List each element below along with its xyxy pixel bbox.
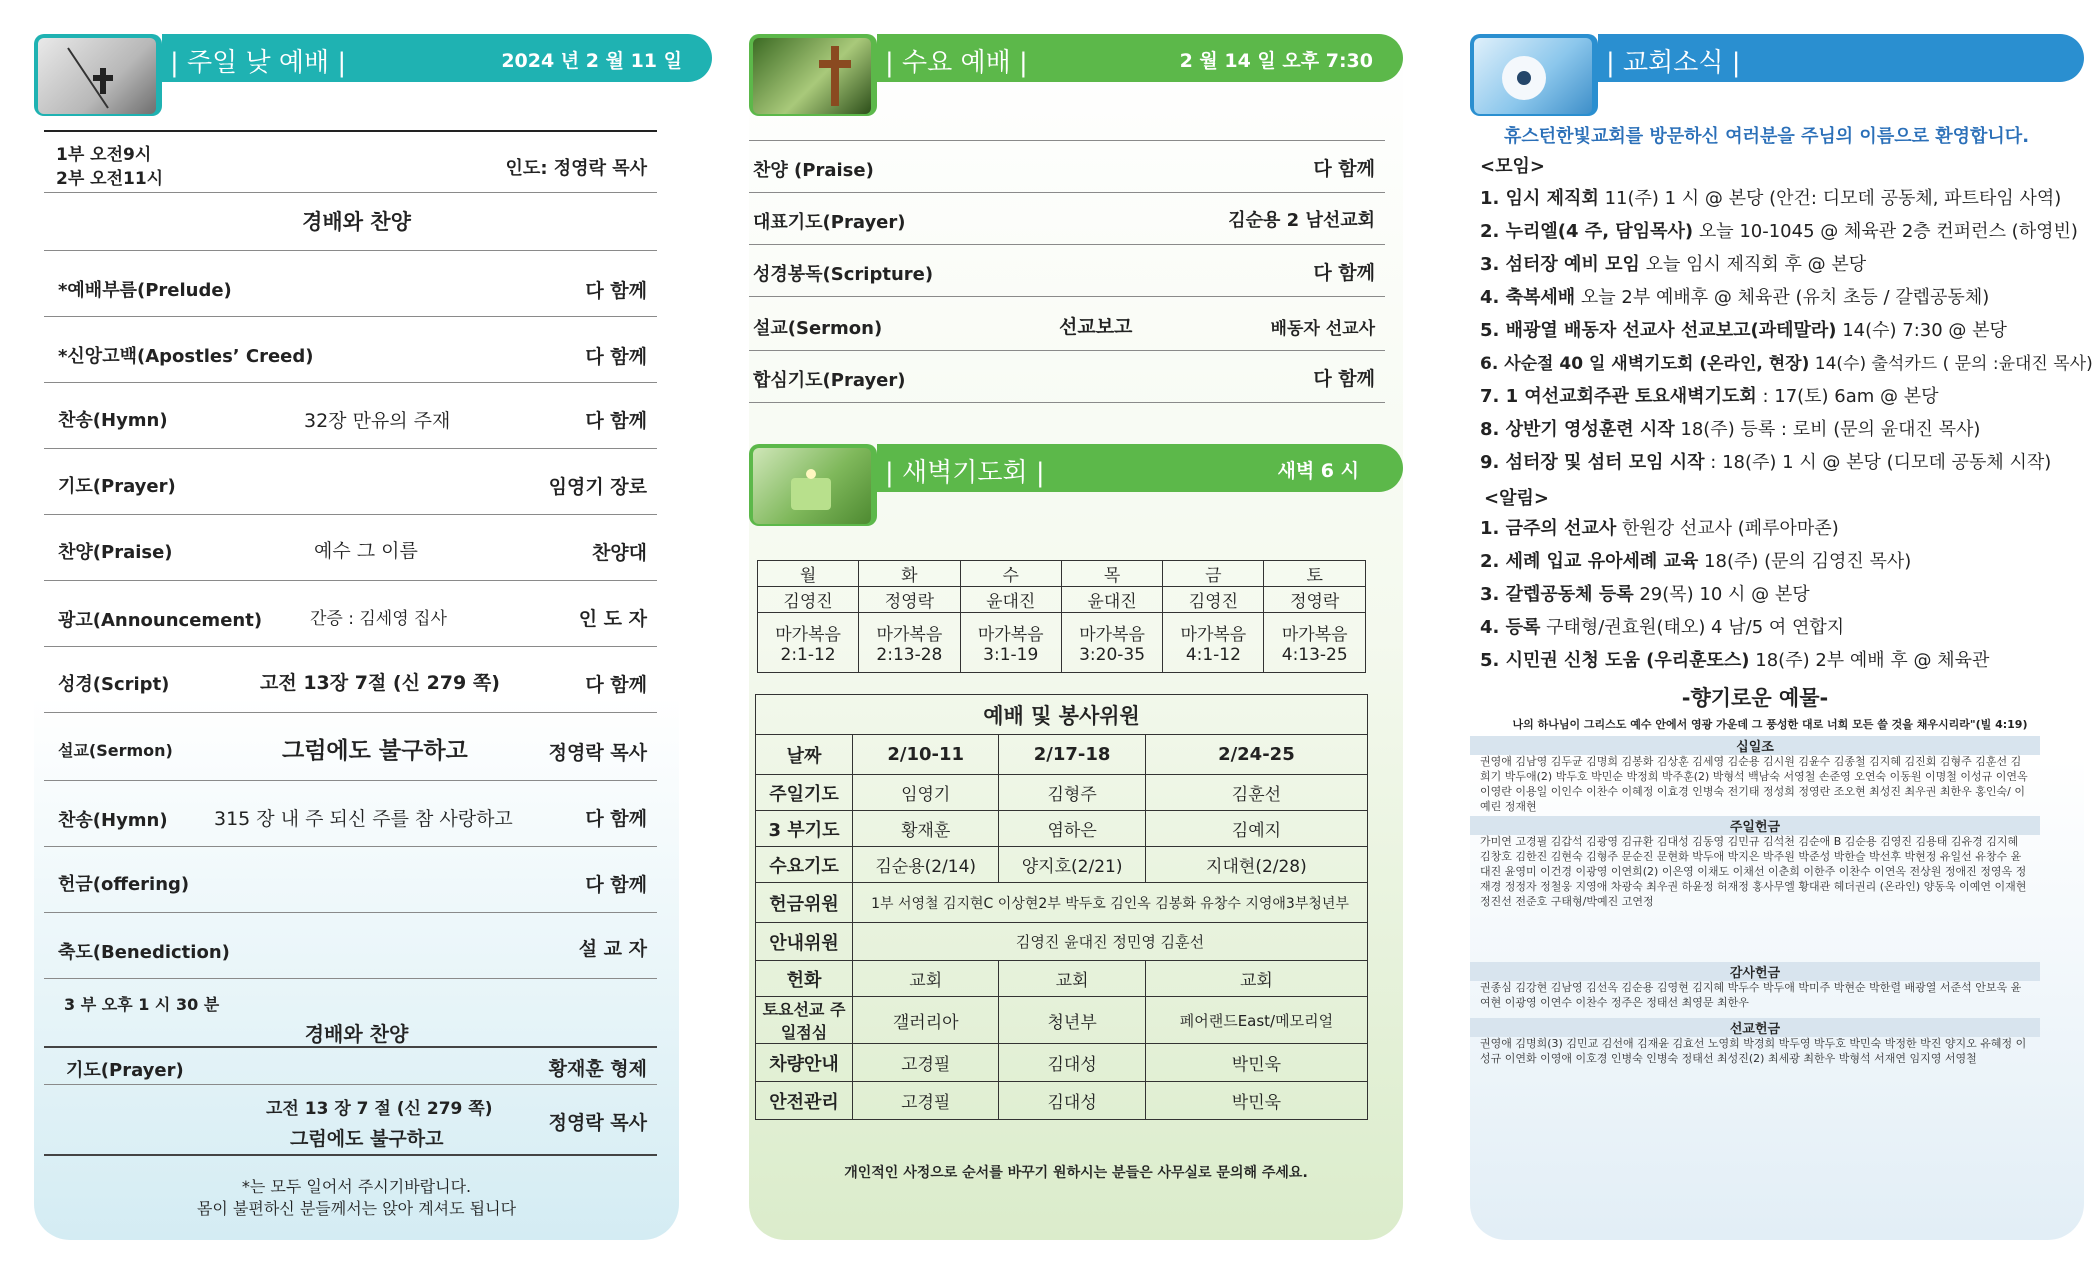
day-cell: 금	[1163, 561, 1264, 587]
header-cell: 2/24-25	[1145, 735, 1367, 775]
order-label: 합심기도(Prayer)	[753, 370, 906, 391]
donor-list: 권영애 김남영 김두균 김명희 김봉화 김상훈 김세영 김순용 김시원 김윤수 김종철 김지혜 김진회 김형주 김훈선 김희기 박두애(2) 박두호 박민순 박정희 박주훈(2) 박형석 백남숙 서영철 손준영 오연숙 이동원 이명철 이성규 이연옥 이영란 이용일 이인수 이찬수 이혜정 이효경 인병숙 전기태 정성희 정영란 조오현 최성진 최우권 최한우 홍인숙/ 이예린 정재현	[1480, 755, 2028, 813]
wooden-cross-image	[753, 38, 871, 114]
meeting-title: 6. 사순절 40 일 새벽기도회 (온라인, 현장)	[1480, 354, 1810, 374]
scripture-cell	[859, 613, 961, 673]
order-leader: 찬양대	[591, 542, 647, 564]
order-label: 찬송(Hymn)	[58, 810, 168, 831]
meeting-item	[1480, 448, 2051, 474]
sunday-header-bar	[162, 34, 712, 82]
order-detail: 32장 만유의 주재	[304, 410, 451, 432]
role-cell: 안전관리	[756, 1082, 853, 1120]
meeting-title: 2. 누리엘(4 주, 담임목사)	[1480, 221, 1694, 242]
name-cell: 교회	[853, 961, 999, 997]
order-leader: 다 함께	[1313, 368, 1375, 390]
meeting-detail: 오늘 임시 제직회 후 @ 본당	[1639, 254, 1867, 275]
volunteer-title: 예배 및 봉사위원	[756, 695, 1368, 735]
guide-team: 김영진 윤대진 정민영 김훈선	[853, 923, 1368, 961]
donor-list: 가미연 고경필 김갑석 김광영 김규환 김대성 김동영 김민규 김석천 김순애 B 김순용 김영진 김용태 김유경 김지혜 김창호 김한진 김현숙 김형주 문순진 문현화 박두애 박지은 박주원 박준성 박한슬 박선후 박현정 유일선 유창수 윤대진 윤영미 이건경 이광영 이연희(2) 이은영 이채도 이채선 이춘희 이한주 이찬수 이연옥 전상원 정애진 정영옥 정재경 정정자 정철웅 지영애 차광숙 최우권 하윤정 허재정 홍사무엘 황대관 헤더권리 (온라인) 양동욱 이예연 이재현 정진선 전준호 구태형/박예진 고연정	[1480, 835, 2027, 908]
wednesday-panel	[749, 34, 1403, 1240]
order-label: 축도(Benediction)	[58, 942, 230, 963]
offering-title: -향기로운 예물-	[1681, 686, 1829, 710]
order-row	[44, 782, 657, 847]
dawn-schedule-table	[757, 560, 1366, 673]
sunday-date: 2024 년 2 월 11 일	[501, 50, 682, 72]
donor-list: 권영애 김명희(3) 김민교 김선애 김재윤 김효선 노영희 박경희 박두영 박두호 박민숙 박정한 박진 양지오 유혜정 이성규 이연화 이영애 이호경 인병숙 인병숙 정태선 최성진(2) 최세광 최한우 박형석 서재연 임지영 서영철	[1480, 1037, 2027, 1065]
order-leader: 다 함께	[585, 674, 647, 696]
role-cell: 헌화	[756, 961, 853, 997]
order-leader: 임영기 장로	[548, 476, 647, 498]
leader-cell: 윤대진	[1061, 587, 1163, 613]
order-leader: 인 도 자	[578, 608, 647, 630]
name-cell: 임영기	[853, 775, 999, 811]
passage: 2:13-28	[876, 645, 943, 665]
role-cell: 3 부기도	[756, 811, 853, 847]
name-cell: 교회	[1145, 961, 1367, 997]
meeting-detail: 11(주) 1 시 @ 본당 (안건: 디모데 공동체, 파트타임 사역)	[1598, 188, 2062, 209]
notice-item	[1480, 646, 1989, 672]
name-cell: 황재훈	[853, 811, 999, 847]
passage: 4:13-25	[1281, 645, 1348, 665]
name-cell: 김대성	[999, 1044, 1145, 1082]
church-news-panel	[1470, 34, 2093, 1240]
offering-team: 1부 서영철 김지현C 이상현2부 박두호 김인옥 김봉화 유창수 지영애3부청년부	[853, 883, 1368, 923]
meeting-item	[1480, 283, 1989, 309]
sermon-title: 그럼에도 불구하고	[282, 738, 468, 764]
order-row	[749, 194, 1385, 245]
standing-note: *는 모두 일어서 주시기바랍니다.	[241, 1177, 472, 1196]
day-cell: 토	[1264, 561, 1366, 587]
passage: 3:1-19	[983, 645, 1039, 665]
wednesday-date: 2 월 14 일 오후 7:30	[1179, 50, 1373, 72]
order-label: 찬송(Hymn)	[58, 410, 168, 431]
order-row	[44, 714, 657, 781]
meeting-item	[1480, 217, 2078, 243]
passage: 2:1-12	[780, 645, 836, 665]
name-cell: 박민욱	[1145, 1082, 1367, 1120]
meeting-item	[1480, 250, 1866, 276]
scripture-cell	[1061, 613, 1163, 673]
news-title: | 교회소식 |	[1606, 48, 1741, 78]
order-row	[749, 246, 1385, 297]
candle-image	[753, 448, 871, 524]
leader-cell: 정영락	[1264, 587, 1366, 613]
order-row	[44, 582, 657, 647]
order-leader: 다 함께	[585, 808, 647, 830]
notice-item	[1480, 547, 1911, 573]
sunday-service-panel	[34, 34, 682, 1240]
list-heading: 십일조	[1470, 736, 2040, 755]
order-row	[44, 848, 657, 913]
order-label: 기도(Prayer)	[58, 476, 176, 497]
name-cell: 김예지	[1145, 811, 1367, 847]
notice-detail: 한원강 선교사 (페루아마존)	[1616, 518, 1839, 539]
notices-heading: <알림>	[1484, 488, 1549, 509]
day-cell: 수	[960, 561, 1061, 587]
order-row	[44, 516, 657, 581]
order-label: 설교(Sermon)	[753, 318, 883, 339]
bible-verse: 나의 하나님이 그리스도 예수 안에서 영광 가운데 그 풍성한 대로 너희 모든 쓸 것을 채우시리라"(빌 4:19)	[1512, 718, 2028, 731]
meeting-item	[1480, 415, 1980, 441]
meeting-title: 4. 축복세배	[1480, 287, 1576, 308]
order-row	[749, 298, 1385, 351]
leader-cell: 김영진	[1163, 587, 1264, 613]
order-row	[749, 142, 1385, 193]
name-cell: 고경필	[853, 1044, 999, 1082]
order-label: 설교(Sermon)	[58, 741, 173, 760]
meeting-title: 3. 섬터장 예비 모임	[1480, 254, 1640, 275]
scripture-cell	[1163, 613, 1264, 673]
meeting-detail: 18(주) 등록 : 로비 (문의 윤대진 목사)	[1674, 419, 1981, 440]
role-cell: 안내위원	[756, 923, 853, 961]
dawn-time: 새벽 6 시	[1277, 460, 1359, 482]
divider	[44, 130, 657, 132]
name-cell: 양지호(2/21)	[999, 847, 1145, 883]
notice-detail: 구태형/권효원(태오) 4 남/5 여 연합지	[1540, 617, 1845, 638]
role-cell: 수요기도	[756, 847, 853, 883]
order-detail: 315 장 내 주 되신 주를 참 사랑하고	[214, 808, 513, 830]
order-row	[44, 384, 657, 449]
order-row	[44, 252, 657, 317]
header-cell: 2/17-18	[999, 735, 1145, 775]
donor-list: 권종심 김강현 김남영 김선옥 김순용 김영현 김지혜 박두수 박두애 박미주 박현순 박한렬 배광열 서준석 안보욱 윤여현 이광영 이연수 이찬수 정주은 정태선 최영문 최한우	[1480, 981, 2022, 1009]
meeting-detail: 오늘 10-1045 @ 체육관 2층 컨퍼런스 (하영빈)	[1693, 221, 2078, 242]
notice-detail: 18(주) (문의 김영진 목사)	[1698, 551, 1912, 572]
role-cell: 토요선교 주일점심	[756, 997, 853, 1044]
order-label: 대표기도(Prayer)	[753, 212, 906, 233]
scripture-cell	[960, 613, 1061, 673]
name-cell: 갤러리아	[853, 997, 999, 1044]
news-header-bar	[1598, 34, 2084, 82]
role-cell: 헌금위원	[756, 883, 853, 923]
scripture-cell	[1264, 613, 1366, 673]
order-label: 헌금(offering)	[58, 874, 190, 895]
notice-item	[1480, 514, 1839, 540]
divider	[44, 192, 657, 193]
service-time-3: 3 부 오후 1 시 30 분	[64, 995, 220, 1014]
notice-title: 2. 세례 입교 유아세례 교육	[1480, 551, 1699, 572]
notice-title: 1. 금주의 선교사	[1480, 518, 1617, 539]
role-cell: 주일기도	[756, 775, 853, 811]
name-cell: 김대성	[999, 1082, 1145, 1120]
sunday-title: | 주일 낮 예배 |	[170, 48, 347, 78]
wednesday-header-bar	[877, 34, 1403, 82]
book-name: 마가복음	[775, 625, 841, 645]
order-label: 찬양(Praise)	[58, 542, 173, 563]
meeting-item	[1480, 349, 2093, 374]
volunteer-table	[755, 694, 1368, 1120]
role-cell: 차량안내	[756, 1044, 853, 1082]
name-cell: 교회	[999, 961, 1145, 997]
day-cell: 월	[758, 561, 859, 587]
notice-detail: 29(목) 10 시 @ 본당	[1633, 584, 1810, 605]
book-name: 마가복음	[1079, 625, 1145, 645]
order-leader: 정영락 목사	[548, 742, 647, 764]
dawn-title: | 새벽기도회 |	[885, 458, 1045, 488]
meeting-detail: 오늘 2부 예배후 @ 체육관 (유치 초등 / 갈렙공동체)	[1575, 287, 1990, 308]
notice-title: 3. 갈렙공동체 등록	[1480, 584, 1634, 605]
day-cell: 화	[859, 561, 961, 587]
order-label: *예배부름(Prelude)	[58, 280, 232, 301]
dawn-header-bar	[877, 444, 1403, 492]
order-leader: 배동자 선교사	[1270, 319, 1375, 339]
meeting-title: 7. 1 여선교회주관 토요새벽기도회	[1480, 386, 1757, 407]
order-row	[44, 450, 657, 515]
order-label: 성경(Script)	[58, 674, 170, 695]
book-name: 마가복음	[977, 625, 1044, 645]
meeting-detail: 14(수) 출석카드 ( 문의 :윤대진 목사)	[1809, 354, 2093, 374]
order-row	[749, 352, 1385, 403]
order-leader: 설 교 자	[578, 938, 647, 960]
list-heading: 선교헌금	[1470, 1018, 2040, 1037]
notice-title: 5. 시민권 신청 도움 (우리훈또스)	[1480, 650, 1750, 671]
flower-image	[1474, 38, 1592, 114]
leader-cell: 김영진	[758, 587, 859, 613]
meeting-item	[1480, 316, 2007, 342]
meeting-title: 5. 배광열 배동자 선교사 선교보고(과테말라)	[1480, 320, 1837, 341]
meeting-item	[1480, 184, 2061, 210]
service-time-1: 1부 오전9시	[56, 145, 152, 165]
book-name: 마가복음	[1180, 625, 1247, 645]
order-label: 찬양 (Praise)	[753, 160, 874, 181]
notice-item	[1480, 613, 1844, 639]
notice-detail: 18(주) 2부 예배 후 @ 체육관	[1749, 650, 1990, 671]
sitting-note: 몸이 불편하신 분들께서는 앉아 계셔도 됩니다	[196, 1199, 517, 1218]
order-leader: 다 함께	[1313, 262, 1375, 284]
divider	[749, 140, 1385, 141]
notice-title: 4. 등록	[1480, 617, 1541, 638]
book-name: 마가복음	[1281, 625, 1348, 645]
meeting-title: 9. 섬터장 및 섬터 모임 시작	[1480, 452, 1705, 473]
name-cell: 지대현(2/28)	[1145, 847, 1367, 883]
order-detail: 고전 13장 7절 (신 279 쪽)	[260, 672, 500, 694]
order-leader: 황재훈 형제	[548, 1058, 647, 1080]
meeting-detail: : 18(주) 1 시 @ 본당 (디모데 공동체 시작)	[1704, 452, 2052, 473]
order-detail: 간증 : 김세영 집사	[310, 609, 447, 629]
passage: 3:20-35	[1079, 645, 1146, 665]
meeting-detail: 14(수) 7:30 @ 본당	[1836, 320, 2007, 341]
order-leader: 다 함께	[585, 346, 647, 368]
scripture-cell	[758, 613, 859, 673]
name-cell: 김훈선	[1145, 775, 1367, 811]
order-detail: 예수 그 이름	[314, 540, 418, 562]
divider	[44, 250, 657, 251]
list-heading: 감사헌금	[1470, 962, 2040, 981]
order-row	[44, 1048, 657, 1085]
name-cell: 김형주	[999, 775, 1145, 811]
meeting-title: 8. 상반기 영성훈련 시작	[1480, 419, 1675, 440]
order-leader: 다 함께	[585, 874, 647, 896]
name-cell: 페어랜드East/메모리얼	[1145, 997, 1367, 1044]
order-leader: 김순용 2 남선교회	[1228, 210, 1375, 231]
schedule-change-note: 개인적인 사정으로 순서를 바꾸기 원하시는 분들은 사무실로 문의해 주세요.	[844, 1165, 1308, 1181]
scripture: 고전 13 장 7 절 (신 279 쪽)	[266, 1099, 493, 1119]
welcome-message: 휴스턴한빛교회를 방문하신 여러분을 주님의 이름으로 환영합니다.	[1504, 126, 2030, 147]
header-cell: 2/10-11	[853, 735, 999, 775]
list-heading: 주일헌금	[1470, 816, 2040, 835]
header-cell: 날짜	[756, 735, 853, 775]
wednesday-title: | 수요 예배 |	[885, 48, 1028, 78]
cross-bible-image	[38, 38, 156, 114]
order-leader: 다 함께	[585, 410, 647, 432]
name-cell: 염하은	[999, 811, 1145, 847]
name-cell: 고경필	[853, 1082, 999, 1120]
book-name: 마가복음	[876, 625, 943, 645]
meeting-item	[1480, 382, 1939, 408]
notice-item	[1480, 580, 1810, 606]
meetings-heading: <모임>	[1480, 156, 1545, 177]
order-row	[44, 1086, 657, 1156]
order-label: 광고(Announcement)	[58, 610, 263, 631]
meeting-title: 1. 임시 제직회	[1480, 188, 1599, 209]
leader-cell: 정영락	[859, 587, 961, 613]
name-cell: 김순용(2/14)	[853, 847, 999, 883]
name-cell: 박민욱	[1145, 1044, 1367, 1082]
meeting-detail: : 17(토) 6am @ 본당	[1756, 386, 1939, 407]
passage: 4:1-12	[1185, 645, 1241, 665]
order-detail: 선교보고	[1059, 316, 1133, 338]
order-row	[44, 318, 657, 383]
section-title: 경배와 찬양	[304, 1022, 409, 1046]
service-time-2: 2부 오전11시	[56, 169, 164, 189]
order-leader: 다 함께	[1313, 158, 1375, 180]
order-leader: 정영락 목사	[548, 1112, 647, 1134]
order-label: *신앙고백(Apostles’ Creed)	[58, 346, 314, 367]
leader-name: 인도: 정영락 목사	[505, 158, 647, 179]
order-label: 성경봉독(Scripture)	[753, 264, 934, 285]
order-label: 기도(Prayer)	[66, 1060, 184, 1081]
order-leader: 다 함께	[585, 280, 647, 302]
day-cell: 목	[1061, 561, 1163, 587]
sermon-title: 그럼에도 불구하고	[290, 1128, 444, 1150]
leader-cell: 윤대진	[960, 587, 1061, 613]
name-cell: 청년부	[999, 997, 1145, 1044]
section-title: 경배와 찬양	[302, 210, 411, 234]
order-row	[44, 914, 657, 979]
order-row	[44, 648, 657, 713]
